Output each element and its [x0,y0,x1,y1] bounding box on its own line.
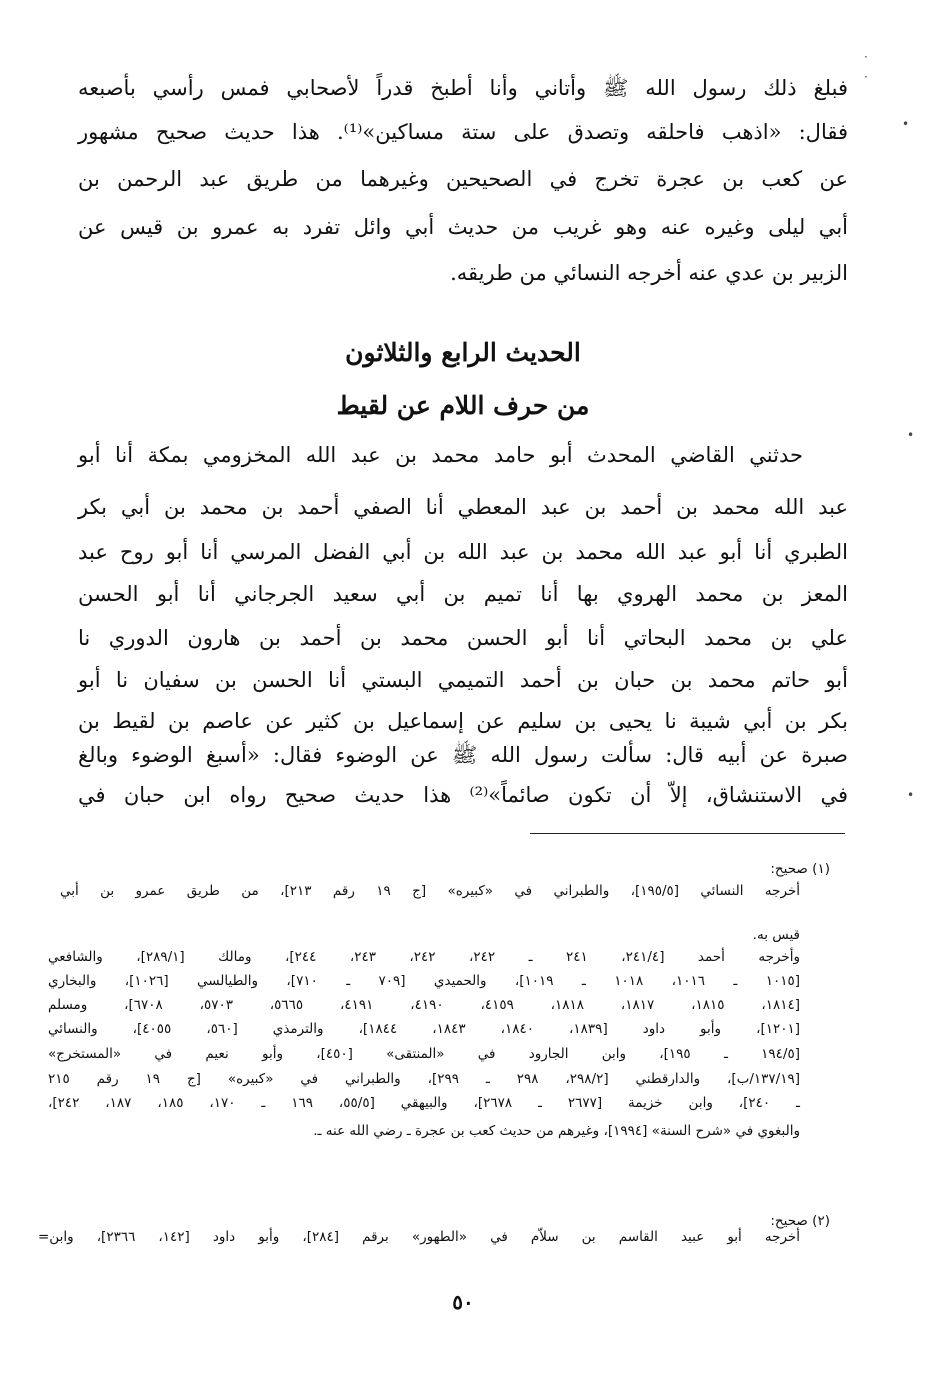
top-paragraph [78,73,848,303]
text-line: صبرة عن أبيه قال: سألت رسول الله ﷺ عن الوضوء فقال: «أسبغ الوضوء وبالغ [78,743,848,767]
text-line: عبد الله محمد بن أحمد بن عبد المعطي أنا الصفي أحمد بن محمد بن أبي بكر [78,495,848,519]
hadith-heading-line2: من حرف اللام عن لقيط [336,391,590,420]
footnote-label: (١) صحيح: [770,861,830,877]
footnote-line: قيس به. [752,927,800,943]
text-line: المعز بن محمد الهروي بها أنا تميم بن أبي سعيد الجرجاني أنا أبو الحسن [78,582,848,606]
footnote-line: وأخرجه أحمد [٢٤١/٤، ٢٤١ ـ ٢٤٢، ٢٤٢، ٢٤٣، ٢٤٤]، ومالك [٢٨٩/١]، والشافعي [48,949,801,965]
footnote-line: ـ ٢٤٠]، وابن خزيمة [٢٦٧٧ ـ ٢٦٧٨]، والبيهقي [٥٥/٥، ١٦٩ ـ ١٧٠، ١٨٥، ١٨٧، ٢٤٢]، [48,1095,800,1111]
text-line: حدثني القاضي المحدث أبو حامد محمد بن عبد الله المخزومي بمكة أنا أبو [78,443,803,467]
page-number: ٥٠ [452,1290,474,1314]
scan-speck: · [864,70,868,84]
scan-speck: • [907,788,915,802]
text-line: فبلغ ذلك رسول الله ﷺ وأتاني وأنا أطبخ قدراً لأصحابي فمس رأسي بأصبعه [78,76,848,100]
footnote-line: [١٠١٥ ـ ١٠١٦، ١٠١٨ ـ ١٠١٩]، والحميدي [٧٠٩ ـ ٧١٠]، والطيالسي [١٠٢٦]، والبخاري [48,973,800,989]
text-line: فقال: «اذهب فاحلقه وتصدق على ستة مساكين»⁽¹⁾. هذا حديث صحيح مشهور [78,120,848,144]
hadith-paragraph [78,440,848,830]
scan-speck: • [907,428,915,442]
footnote-line: [١٨١٤، ١٨١٥، ١٨١٧، ١٨١٨، ٤١٥٩، ٤١٩٠، ٤١٩١، ٥٦٦٥، ٥٧٠٣، ٦٧٠٨]، ومسلم [48,997,800,1013]
text-line: بكر بن أبي شيبة نا يحيى بن سليم عن إسماعيل بن كثير عن عاصم بن لقيط بن [78,709,848,733]
text-line: أبي ليلى وغيره عنه وهو غريب من حديث أبي وائل تفرد به عمرو بن قيس عن [78,215,848,239]
text-line: الزبير بن عدي عنه أخرجه النسائي من طريقه. [450,261,848,285]
footnote-line: أخرجه النسائي [١٩٥/٥]، والطبراني في «كبيره» [ج ١٩ رقم ٢١٣]، من طريق عمرو بن أبي [60,883,801,899]
footnote-separator [530,833,845,834]
hadith-heading-line1: الحديث الرابع والثلاثون [345,338,581,367]
footnote-line: والبغوي في «شرح السنة» [١٩٩٤]، وغيرهم من حديث كعب بن عجرة ـ رضي الله عنه ـ. [313,1123,800,1139]
footnote-2 [38,1210,830,1270]
scan-speck: · [864,50,868,64]
footnote-line: [١٩٤/٥ ـ ١٩٥]، وابن الجارود في «المنتقى» [٤٥٠]، وأبو نعيم في «المستخرج» [48,1046,800,1062]
footnote-1 [48,858,830,1208]
scan-speck: • [902,117,910,131]
text-line: علي بن محمد البحاتي أنا أبو الحسن محمد بن أحمد بن هارون الدوري نا [78,626,848,650]
footnote-line: [١٣٧/١٩/ب]، والدارقطني [٢٩٨/٢، ٢٩٨ ـ ٢٩٩]، والطبراني في «كبيره» [ج ١٩ رقم ٢١٥ [48,1071,800,1087]
text-line: عن كعب بن عجرة تخرج في الصحيحين وغيرهما من طريق عبد الرحمن بن [78,167,848,191]
text-line: في الاستنشاق، إلاّ أن تكون صائماً»⁽²⁾ هذا حديث صحيح رواه ابن حبان في [78,783,849,807]
text-line: أبو حاتم محمد بن حبان بن أحمد التميمي البستي أنا الحسن بن سفيان نا أبو [78,668,848,692]
text-line: الطبري أنا أبو عبد الله محمد بن عبد الله بن أبي الفضل المرسي أنا أبو روح عبد [78,540,848,564]
footnote-line: أخرجه أبو عبيد القاسم بن سلاّم في «الطهور» برقم [٢٨٤]، وأبو داود [١٤٢، ٢٣٦٦]، وابن= [38,1229,801,1245]
footnote-label: (٢) صحيح: [770,1213,830,1229]
footnote-line: [١٢٠١]، وأبو داود [١٨٣٩، ١٨٤٠، ١٨٤٣، ١٨٤٤]، والترمذي [٥٦٠، ٤٠٥٥]، والنسائي [48,1021,801,1037]
